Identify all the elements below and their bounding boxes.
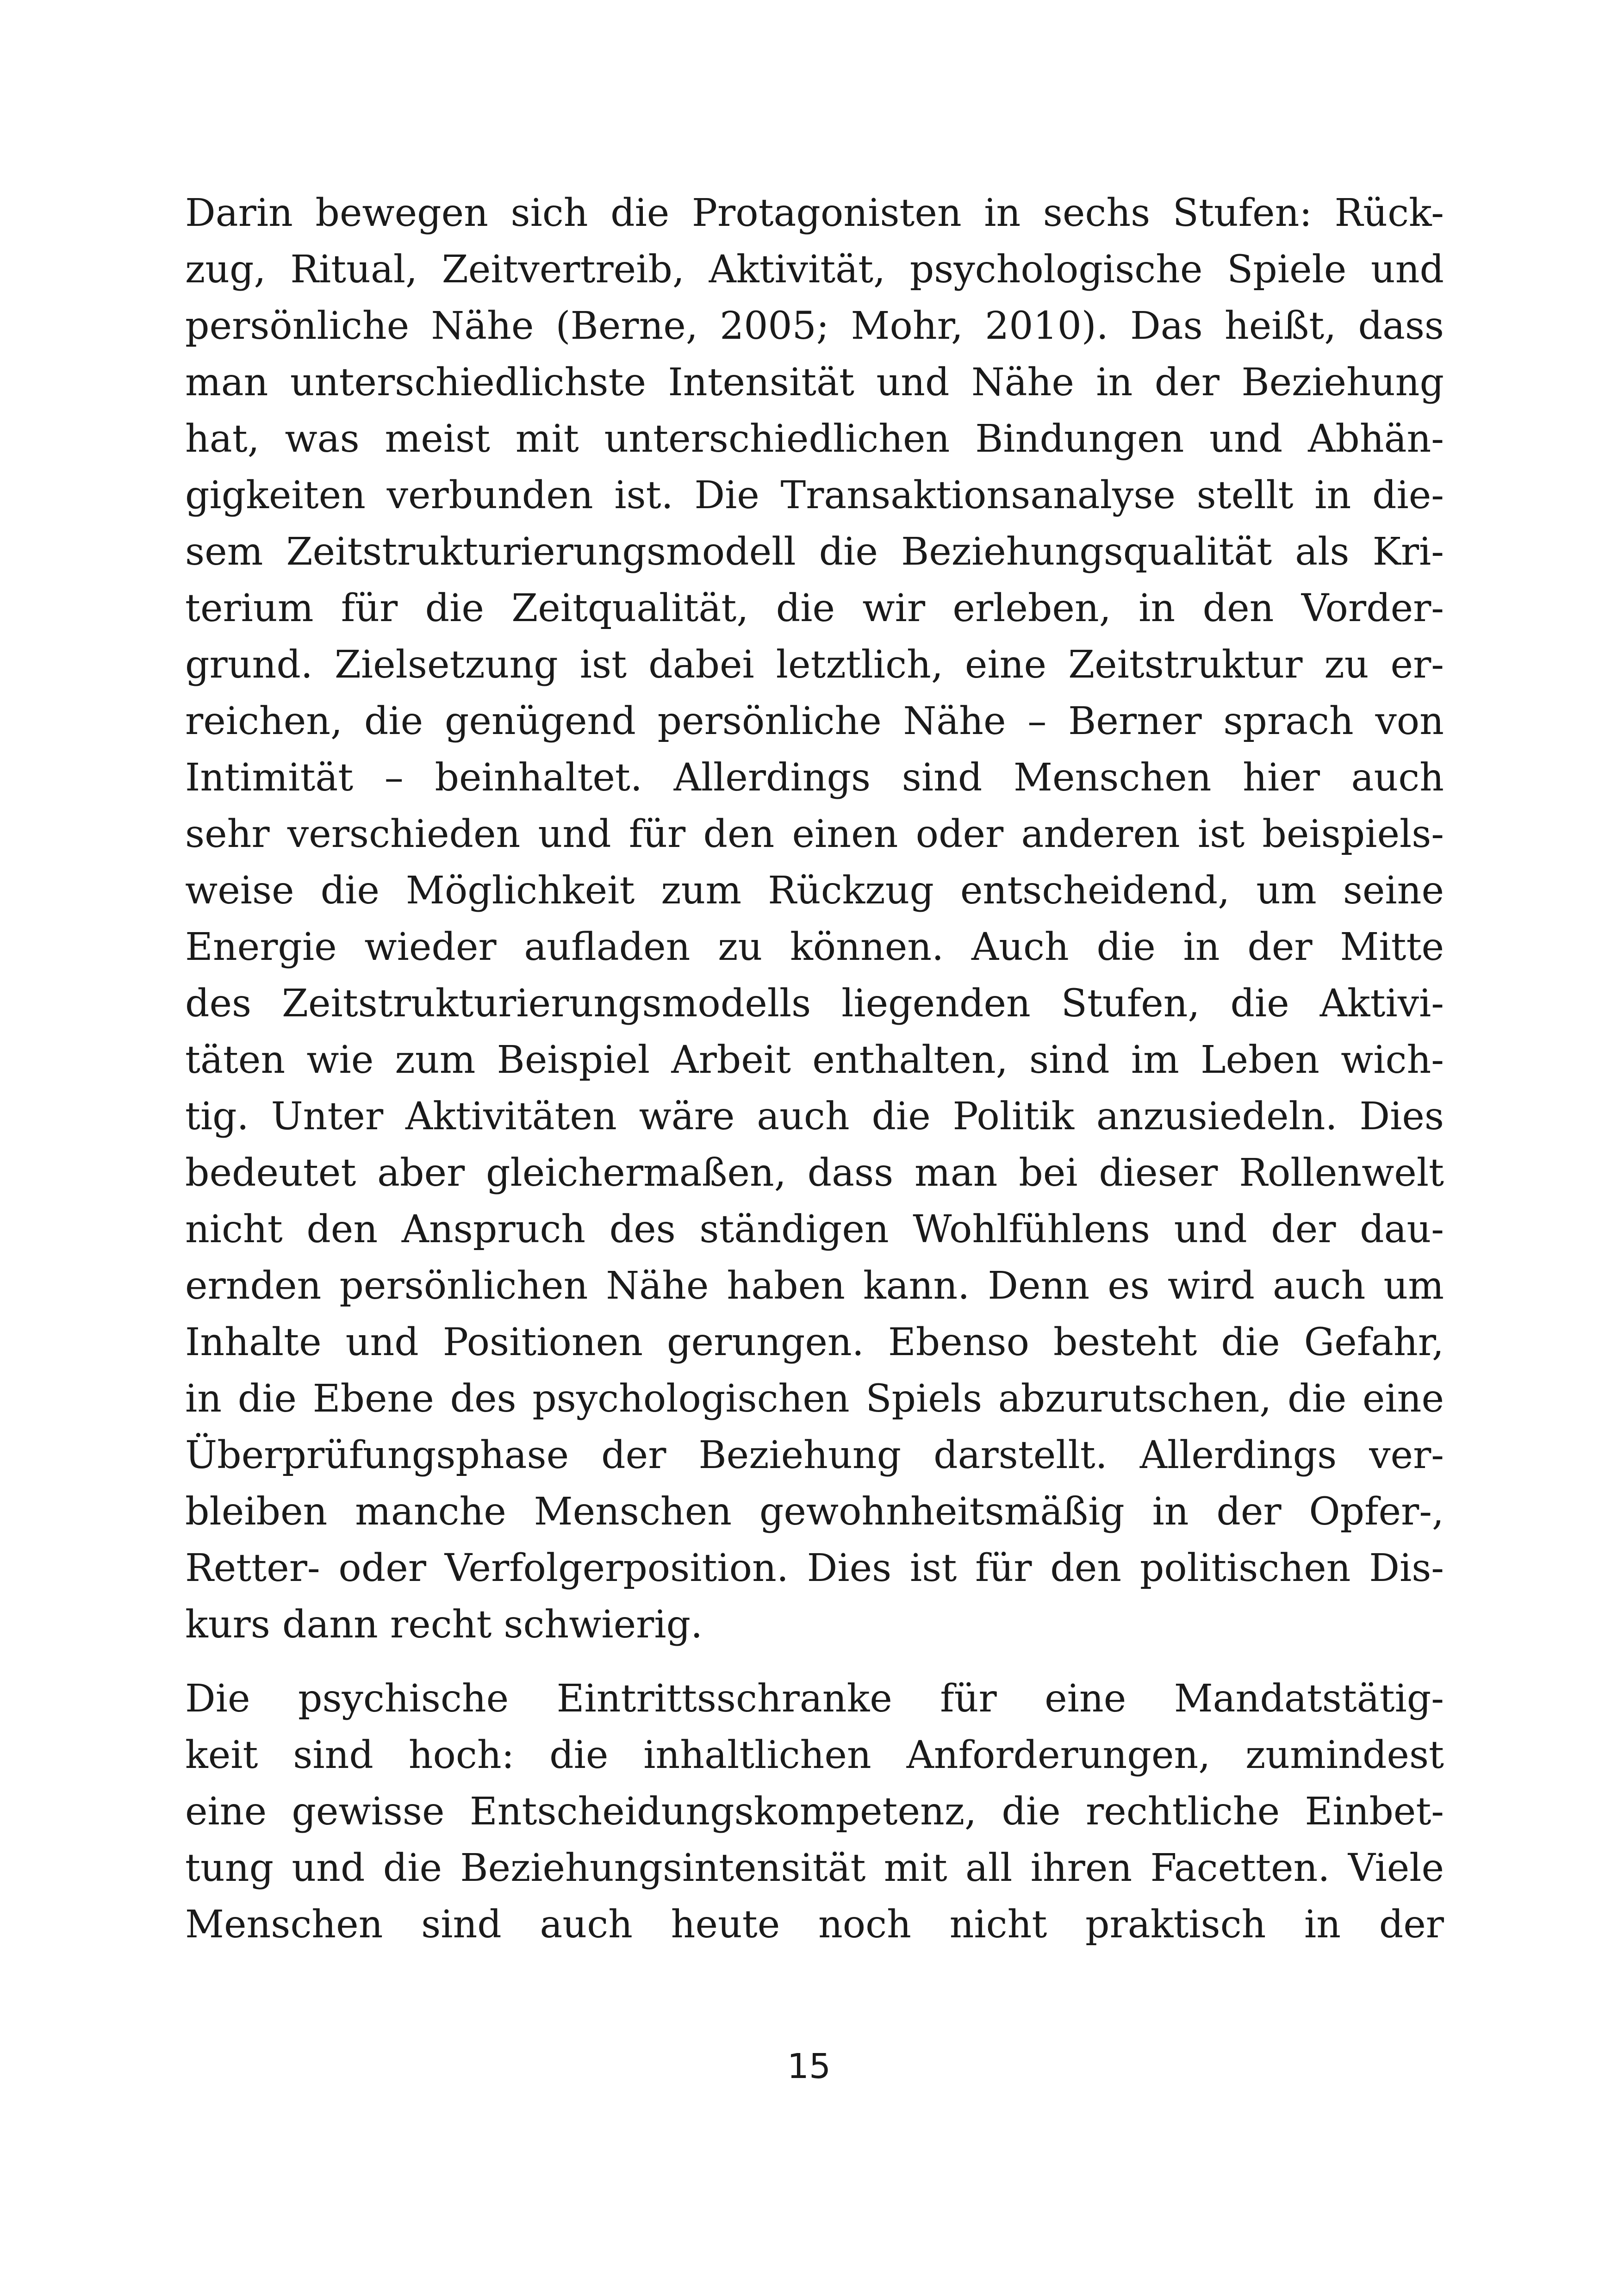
text-line: nicht den Anspruch des ständigen Wohlfühlens und der dau- xyxy=(185,1207,1444,1251)
text-line: Die psychische Eintrittsschranke für eine Mandatstätig- xyxy=(185,1677,1444,1721)
text-line: in die Ebene des psychologischen Spiels abzurutschen, die eine xyxy=(185,1377,1444,1421)
text-line: Inhalte und Positionen gerungen. Ebenso besteht die Gefahr, xyxy=(185,1320,1444,1364)
text-line: eine gewisse Entscheidungskompetenz, die rechtliche Einbet- xyxy=(185,1790,1444,1834)
text-line: täten wie zum Beispiel Arbeit enthalten, sind im Leben wich- xyxy=(185,1038,1444,1082)
text-line: Intimität – beinhaltet. Allerdings sind Menschen hier auch xyxy=(185,756,1444,800)
text-line: terium für die Zeitqualität, die wir erleben, in den Vorder- xyxy=(185,586,1444,630)
paragraph-2 xyxy=(185,1671,1444,1953)
text-line: keit sind hoch: die inhaltlichen Anforderungen, zumindest xyxy=(185,1733,1444,1777)
text-line: sem Zeitstrukturierungsmodell die Beziehungsqualität als Kri- xyxy=(185,530,1444,574)
text-line: man unterschiedlichste Intensität und Nähe in der Beziehung xyxy=(185,361,1444,404)
text-line: zug, Ritual, Zeitvertreib, Aktivität, psychologische Spiele und xyxy=(185,248,1444,292)
text-line: weise die Möglichkeit zum Rückzug entscheidend, um seine xyxy=(185,869,1444,913)
text-line: Retter- oder Verfolgerposition. Dies ist für den politischen Dis- xyxy=(185,1546,1444,1590)
page-number: 15 xyxy=(787,2047,831,2086)
text-line: grund. Zielsetzung ist dabei letztlich, eine Zeitstruktur zu er- xyxy=(185,643,1444,687)
text-line: bedeutet aber gleichermaßen, dass man bei dieser Rollenwelt xyxy=(185,1151,1444,1195)
text-line: tung und die Beziehungsintensität mit all ihren Facetten. Viele xyxy=(185,1846,1444,1890)
text-line: Menschen sind auch heute noch nicht praktisch in der xyxy=(185,1903,1444,1947)
page-body xyxy=(185,185,1444,1953)
text-line: reichen, die genügend persönliche Nähe – Berner sprach von xyxy=(185,699,1444,743)
paragraph-1 xyxy=(185,185,1444,1671)
text-line: persönliche Nähe (Berne, 2005; Mohr, 2010). Das heißt, dass xyxy=(185,304,1444,348)
text-line: tig. Unter Aktivitäten wäre auch die Politik anzusiedeln. Dies xyxy=(185,1095,1444,1139)
text-line: gigkeiten verbunden ist. Die Transaktionsanalyse stellt in die- xyxy=(185,473,1444,517)
text-line: hat, was meist mit unterschiedlichen Bindungen und Abhän- xyxy=(185,417,1444,461)
text-line: Überprüfungsphase der Beziehung darstellt. Allerdings ver- xyxy=(185,1433,1444,1477)
text-line: kurs dann recht schwierig. xyxy=(185,1603,703,1647)
text-line: des Zeitstrukturierungsmodells liegenden Stufen, die Aktivi- xyxy=(185,982,1444,1026)
text-line: Energie wieder aufladen zu können. Auch die in der Mitte xyxy=(185,925,1444,969)
text-line: ernden persönlichen Nähe haben kann. Denn es wird auch um xyxy=(185,1264,1444,1308)
text-line: Darin bewegen sich die Protagonisten in sechs Stufen: Rück- xyxy=(185,191,1444,235)
text-line: bleiben manche Menschen gewohnheitsmäßig in der Opfer-, xyxy=(185,1490,1444,1534)
text-line: sehr verschieden und für den einen oder anderen ist beispiels- xyxy=(185,812,1444,856)
